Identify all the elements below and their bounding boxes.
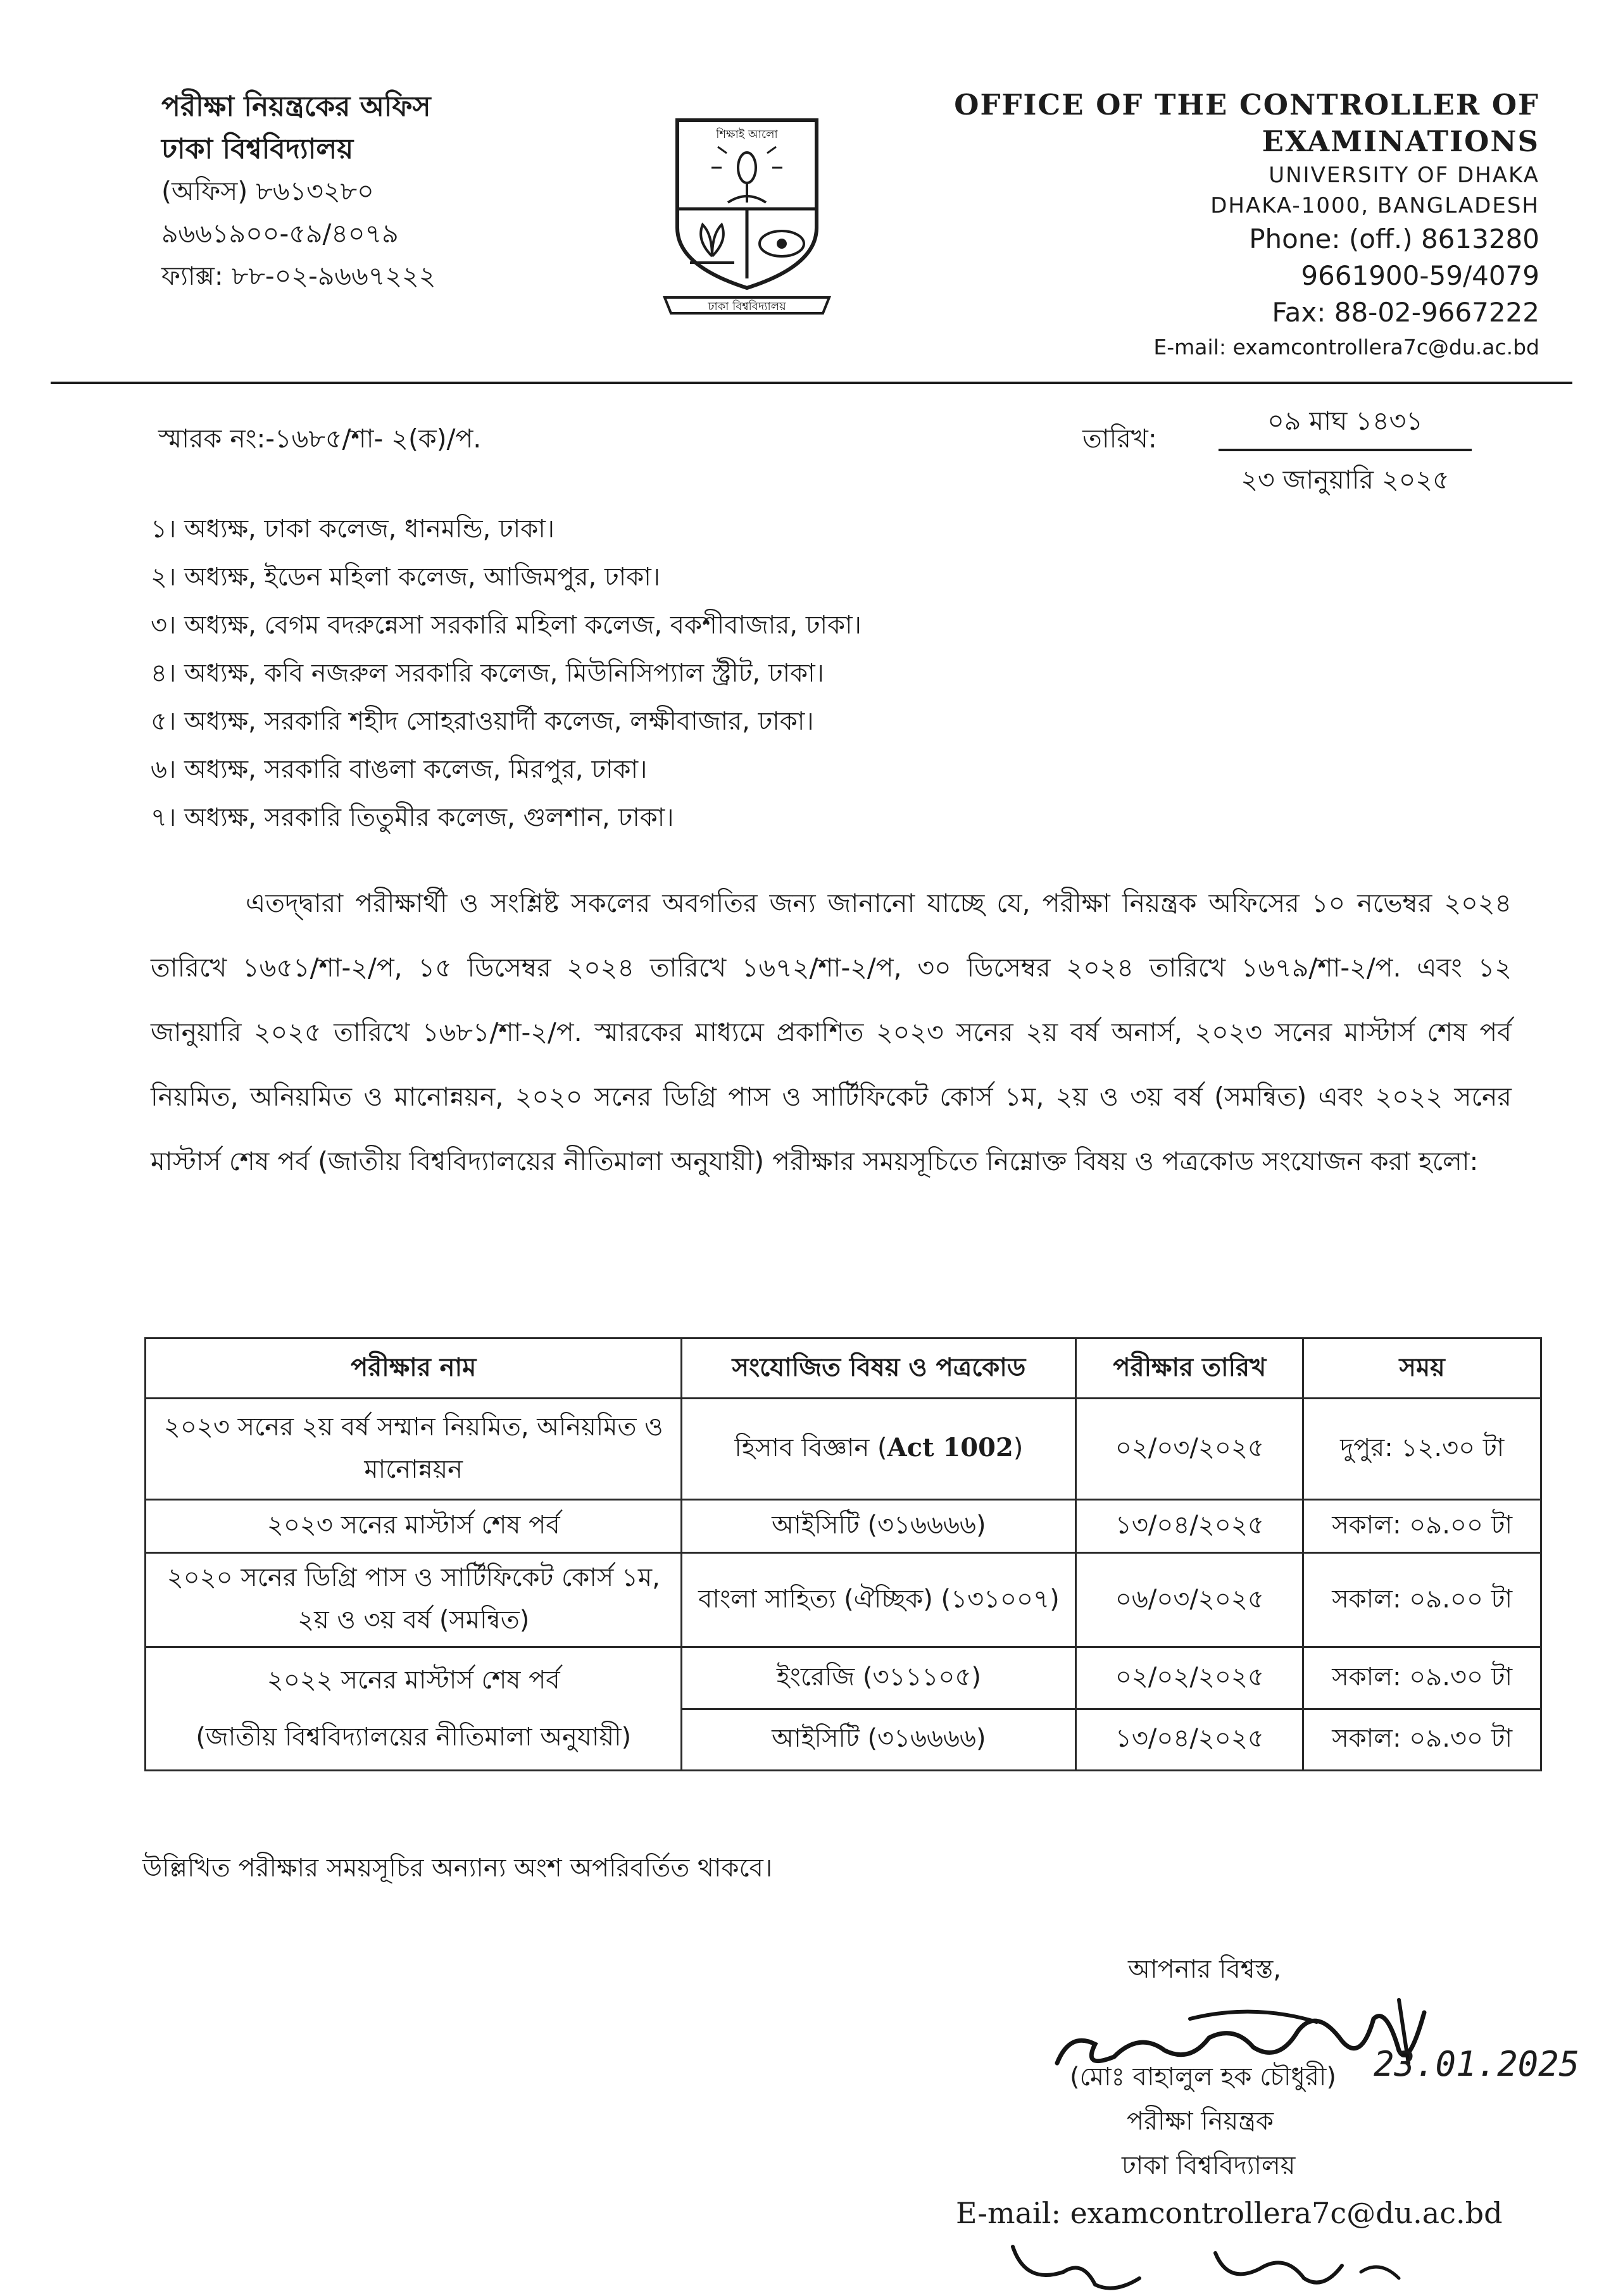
cell-time: সকাল: ০৯.০০ টা bbox=[1303, 1553, 1541, 1647]
header-divider bbox=[51, 382, 1572, 384]
university-logo bbox=[652, 108, 842, 323]
subject-suffix: ) bbox=[1013, 1433, 1024, 1463]
date-block bbox=[1219, 401, 1472, 504]
cell-exam: ২০২০ সনের ডিগ্রি পাস ও সার্টিফিকেট কোর্স ১ম, ২য় ও ৩য় বর্ষ (সমন্বিত) bbox=[146, 1553, 682, 1647]
cell-subject: ইংরেজি (৩১১১০৫) bbox=[682, 1647, 1076, 1709]
phone2-english: 9661900-59/4079 bbox=[1301, 260, 1539, 291]
handwritten-date: 23.01.2025 bbox=[1374, 2044, 1580, 2084]
fax-english: Fax: 88-02-9667222 bbox=[1272, 297, 1539, 328]
cell-exam: ২০২৩ সনের ২য় বর্ষ সম্মান নিয়মিত, অনিয়মিত ও মানোন্নয়ন bbox=[146, 1399, 682, 1500]
recipient-item: ৩। অধ্যক্ষ, বেগম বদরুন্নেসা সরকারি মহিলা কলেজ, বকশীবাজার, ঢাকা। bbox=[151, 611, 862, 640]
address-english: DHAKA-1000, BANGLADESH bbox=[1210, 193, 1539, 218]
email-english: E-mail: examcontrollera7c@du.ac.bd bbox=[1153, 335, 1539, 359]
col-header-time: সময় bbox=[1303, 1338, 1541, 1399]
date-label: তারিখ: bbox=[1082, 423, 1157, 454]
recipient-item: ২। অধ্যক্ষ, ইডেন মহিলা কলেজ, আজিমপুর, ঢাকা। bbox=[151, 563, 661, 592]
memo-reference: স্মারক নং:-১৬৮৫/শা- ২(ক)/প. bbox=[158, 423, 482, 454]
recipient-item: ৪। অধ্যক্ষ, কবি নজরুল সরকারি কলেজ, মিউনিসিপ্যাল স্ট্রীট, ঢাকা। bbox=[151, 659, 824, 688]
cell-date: ০৬/০৩/২০২৫ bbox=[1076, 1553, 1303, 1647]
header-english-block bbox=[954, 87, 1539, 364]
cell-exam bbox=[146, 1647, 682, 1771]
subject-prefix: হিসাব বিজ্ঞান ( bbox=[734, 1433, 887, 1463]
footer-email: E-mail: examcontrollera7c@du.ac.bd bbox=[956, 2196, 1503, 2230]
signer-title: পরীক্ষা নিয়ন্ত্রক bbox=[1127, 2107, 1274, 2136]
recipient-list bbox=[151, 505, 862, 842]
col-header-subject: সংযোজিত বিষয় ও পত্রকোড bbox=[682, 1338, 1076, 1399]
recipient-item: ৫। অধ্যক্ষ, সরকারি শহীদ সোহরাওয়ার্দী কলেজ, লক্ষীবাজার, ঢাকা। bbox=[151, 707, 814, 736]
recipient-item: ৭। অধ্যক্ষ, সরকারি তিতুমীর কলেজ, গুলশান, ঢাকা। bbox=[151, 803, 674, 832]
date-bangla-calendar: ০৯ মাঘ ১৪৩১ bbox=[1219, 401, 1472, 451]
cell-date: ১৩/০৪/২০২৫ bbox=[1076, 1709, 1303, 1771]
office-title-line2: EXAMINATIONS bbox=[1262, 125, 1539, 158]
yours-faithfully: আপনার বিশ্বস্ত, bbox=[1128, 1955, 1282, 1984]
phone-english: Phone: (off.) 8613280 bbox=[1249, 223, 1539, 254]
cell-subject: আইসিটি (৩১৬৬৬৬) bbox=[682, 1500, 1076, 1553]
handwritten-initials bbox=[987, 2234, 1443, 2296]
notice-body: এতদ্দ্বারা পরীক্ষার্থী ও সংশ্লিষ্ট সকলের অবগতির জন্য জানানো যাচ্ছে যে, পরীক্ষা নিয়ন্ত্রক অফিসের ১০ নভেম্বর ২০২৪ তারিখে ১৬৫১/শা-২/প, ১৫ ডিসেম্বর ২০২৪ তারিখে ১৬৭২/শা-২/প, ৩০ ডিসেম্বর ২০২৪ তারিখে ১৬৭৯/শা-২/প. এবং ১২ জানুয়ারি ২০২৫ তারিখে ১৬৮১/শা-২/প. স্মারকের মাধ্যমে প্রকাশিত ২০২৩ সনের ২য় বর্ষ অনার্স, ২০২৩ সনের মাস্টার্স শেষ পর্ব নিয়মিত, অনিয়মিত ও মানোন্নয়ন, ২০২০ সনের ডিগ্রি পাস ও সার্টিফিকেট কোর্স ১ম, ২য় ও ৩য় বর্ষ (সমন্বিত) এবং ২০২২ সনের মাস্টার্স শেষ পর্ব (জাতীয় বিশ্ববিদ্যালয়ের নীতিমালা অনুযায়ী) পরীক্ষার সময়সূচিতে নিম্নোক্ত বিষয় ও পত্রকোড সংযোজন করা হলো: bbox=[151, 888, 1512, 1176]
university-name-bangla: ঢাকা বিশ্ববিদ্যালয় bbox=[161, 133, 354, 165]
office-title-line1: OFFICE OF THE CONTROLLER OF bbox=[954, 88, 1539, 122]
cell-time: সকাল: ০৯.৩০ টা bbox=[1303, 1647, 1541, 1709]
other-phone-bangla: ৯৬৬১৯০০-৫৯/৪০৭৯ bbox=[161, 218, 399, 249]
table-row bbox=[146, 1399, 1541, 1500]
signer-name: (মোঃ বাহালুল হক চৌধুরী) bbox=[1070, 2062, 1336, 2092]
exam-line1: ২০২২ সনের মাস্টার্স শেষ পর্ব bbox=[266, 1666, 560, 1695]
col-header-date: পরীক্ষার তারিখ bbox=[1076, 1338, 1303, 1399]
office-phone-bangla: (অফিস) ৮৬১৩২৮০ bbox=[161, 176, 374, 206]
cell-date: ০২/০৩/২০২৫ bbox=[1076, 1399, 1303, 1500]
university-name-english: UNIVERSITY OF DHAKA bbox=[1269, 163, 1539, 188]
table-header-row bbox=[146, 1338, 1541, 1399]
exam-line2: (জাতীয় বিশ্ববিদ্যালয়ের নীতিমালা অনুযায়ী) bbox=[196, 1723, 632, 1752]
schedule-unchanged-note: উল্লিখিত পরীক্ষার সময়সূচির অন্যান্য অংশ অপরিবর্তিত থাকবে। bbox=[142, 1854, 773, 1883]
header-bangla-block bbox=[161, 85, 436, 297]
date-gregorian: ২৩ জানুয়ারি ২০২৫ bbox=[1241, 465, 1450, 495]
cell-date: ১৩/০৪/২০২৫ bbox=[1076, 1500, 1303, 1553]
table-row bbox=[146, 1647, 1541, 1709]
cell-time: দুপুর: ১২.৩০ টা bbox=[1303, 1399, 1541, 1500]
cell-time: সকাল: ০৯.৩০ টা bbox=[1303, 1709, 1541, 1771]
cell-subject: আইসিটি (৩১৬৬৬৬) bbox=[682, 1709, 1076, 1771]
table-row bbox=[146, 1553, 1541, 1647]
cell-subject bbox=[682, 1399, 1076, 1500]
recipient-item: ৬। অধ্যক্ষ, সরকারি বাঙলা কলেজ, মিরপুর, ঢাকা। bbox=[151, 755, 648, 784]
cell-exam: ২০২৩ সনের মাস্টার্স শেষ পর্ব bbox=[146, 1500, 682, 1553]
recipient-item: ১। অধ্যক্ষ, ঢাকা কলেজ, ধানমন্ডি, ঢাকা। bbox=[151, 515, 555, 544]
logo-banner-text: ঢাকা বিশ্ববিদ্যালয় bbox=[708, 300, 786, 313]
fax-bangla: ফ্যাক্স: ৮৮-০২-৯৬৬৭২২২ bbox=[161, 261, 436, 291]
cell-time: সকাল: ০৯.০০ টা bbox=[1303, 1500, 1541, 1553]
logo-motto-text: শিক্ষাই আলো bbox=[716, 128, 778, 141]
cell-date: ০২/০২/২০২৫ bbox=[1076, 1647, 1303, 1709]
subject-code: Act 1002 bbox=[887, 1433, 1013, 1463]
signer-university: ঢাকা বিশ্ববিদ্যালয় bbox=[1122, 2151, 1296, 2180]
col-header-exam: পরীক্ষার নাম bbox=[146, 1338, 682, 1399]
exam-schedule-table bbox=[144, 1337, 1542, 1771]
cell-subject: বাংলা সাহিত্য (ঐচ্ছিক) (১৩১০০৭) bbox=[682, 1553, 1076, 1647]
table-row bbox=[146, 1500, 1541, 1553]
office-name-bangla: পরীক্ষা নিয়ন্ত্রকের অফিস bbox=[161, 90, 431, 123]
